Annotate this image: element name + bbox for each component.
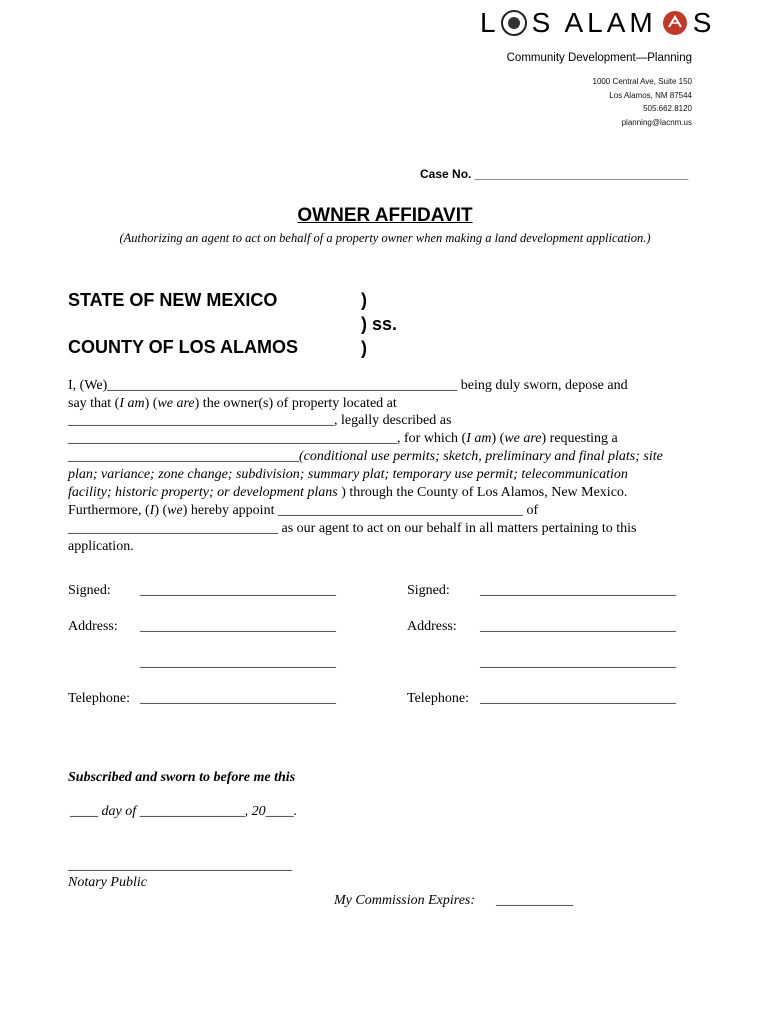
address-field-1a[interactable]: ____________________________ xyxy=(140,619,336,634)
text-italic: facility; historic property; or development plans xyxy=(68,485,338,500)
body-line-7 xyxy=(68,485,627,501)
text-italic: we xyxy=(167,503,183,518)
owner-intro: I, (We) xyxy=(68,378,108,393)
address-label-2: Address: xyxy=(407,619,457,634)
page-title: OWNER AFFIDAVIT xyxy=(297,205,473,226)
owner-name-field[interactable]: __________________________________________________ xyxy=(107,378,458,393)
agent-company-field[interactable]: ______________________________ xyxy=(68,521,278,536)
commission-expires-field[interactable]: ___________ xyxy=(496,893,573,908)
venue-paren-3: ) xyxy=(361,338,367,358)
signature-field-2[interactable]: ____________________________ xyxy=(480,583,676,598)
request-type-field[interactable]: _________________________________ xyxy=(68,449,299,464)
case-number-field[interactable]: ________________________________ xyxy=(474,167,689,181)
address-label-1: Address: xyxy=(68,619,118,634)
legal-description-field[interactable]: _______________________________________________ xyxy=(68,431,397,446)
text-italic: (conditional use permits; sketch, preliminary and final plats; site xyxy=(299,449,663,464)
logo-text-start: L xyxy=(480,7,500,38)
address-line-1: 1000 Central Ave, Suite 150 xyxy=(592,77,692,86)
commission-expires-label: My Commission Expires: xyxy=(334,893,476,908)
address-field-2a[interactable]: ____________________________ xyxy=(480,619,676,634)
county-label: COUNTY OF LOS ALAMOS xyxy=(68,337,299,357)
body-line-2 xyxy=(68,396,397,412)
telephone-field-1[interactable]: ____________________________ xyxy=(140,691,336,706)
address-field-1b[interactable]: ____________________________ xyxy=(140,655,336,670)
notary-date-field[interactable]: ____ day of _______________, 20____. xyxy=(70,804,298,819)
venue-paren-1: ) xyxy=(361,290,367,310)
text: as our agent to act on our behalf in all matters pertaining to this xyxy=(278,521,637,536)
body-line-6: plan; variance; zone change; subdivision; summary plat; temporary use permit; telecommunication xyxy=(68,467,628,482)
department-name: Community Development—Planning xyxy=(506,52,692,64)
signature-field-1[interactable]: ____________________________ xyxy=(140,583,336,598)
text: ) the owner(s) of property located at xyxy=(194,396,397,411)
email-address: planning@lacnm.us xyxy=(621,118,692,127)
body-line-8 xyxy=(68,503,538,519)
text-italic: we are xyxy=(157,396,195,411)
body-line-3 xyxy=(68,413,451,429)
telephone-field-2[interactable]: ____________________________ xyxy=(480,691,676,706)
case-number xyxy=(420,167,688,181)
telephone-label-1: Telephone: xyxy=(68,691,130,706)
telephone-label-2: Telephone: xyxy=(407,691,469,706)
body-line-10: application. xyxy=(68,539,134,554)
text: ) requesting a xyxy=(541,431,618,446)
logo-text-end: S xyxy=(692,7,716,38)
agent-name-field[interactable]: ___________________________________ xyxy=(277,503,523,518)
logo-leaf-icon xyxy=(661,9,689,37)
text: ) ( xyxy=(491,431,505,446)
text: ) ( xyxy=(144,396,158,411)
sworn-text: being duly sworn, depose and xyxy=(457,378,628,393)
sworn-statement: Subscribed and sworn to before me this xyxy=(68,770,296,785)
address-line-2: Los Alamos, NM 87544 xyxy=(609,91,692,100)
logo-text-middle: S ALAM xyxy=(531,7,657,38)
los-alamos-logo xyxy=(480,6,715,40)
signed-label-2: Signed: xyxy=(407,583,450,598)
property-location-field[interactable]: ______________________________________ xyxy=(68,413,334,428)
text: , legally described as xyxy=(334,413,452,428)
notary-signature-field[interactable]: ________________________________ xyxy=(68,858,292,873)
text: ) through the County of Los Alamos, New Mexico. xyxy=(337,485,628,500)
case-number-label: Case No. xyxy=(420,167,472,181)
phone-number: 505.662.8120 xyxy=(643,104,692,113)
text-italic: we are xyxy=(504,431,542,446)
text-italic: I xyxy=(149,503,155,518)
body-line-5 xyxy=(68,449,663,465)
body-line-9 xyxy=(68,521,636,537)
text: , for which ( xyxy=(397,431,467,446)
text: ) hereby appoint xyxy=(182,503,278,518)
logo-circle-icon xyxy=(500,9,528,37)
body-line-1 xyxy=(68,378,628,394)
text: of xyxy=(522,503,539,518)
text-italic: I am xyxy=(119,396,145,411)
text-italic: I am xyxy=(466,431,492,446)
signed-label-1: Signed: xyxy=(68,583,111,598)
text: Furthermore, ( xyxy=(68,503,150,518)
state-label: STATE OF NEW MEXICO xyxy=(68,290,278,310)
text: ) ( xyxy=(154,503,168,518)
notary-public-label: Notary Public xyxy=(68,875,147,890)
page-subtitle: (Authorizing an agent to act on behalf of a property owner when making a land development application.) xyxy=(119,231,651,245)
body-line-4 xyxy=(68,431,618,447)
address-field-2b[interactable]: ____________________________ xyxy=(480,655,676,670)
text: say that ( xyxy=(68,396,120,411)
venue-ss: ) ss. xyxy=(361,314,398,334)
